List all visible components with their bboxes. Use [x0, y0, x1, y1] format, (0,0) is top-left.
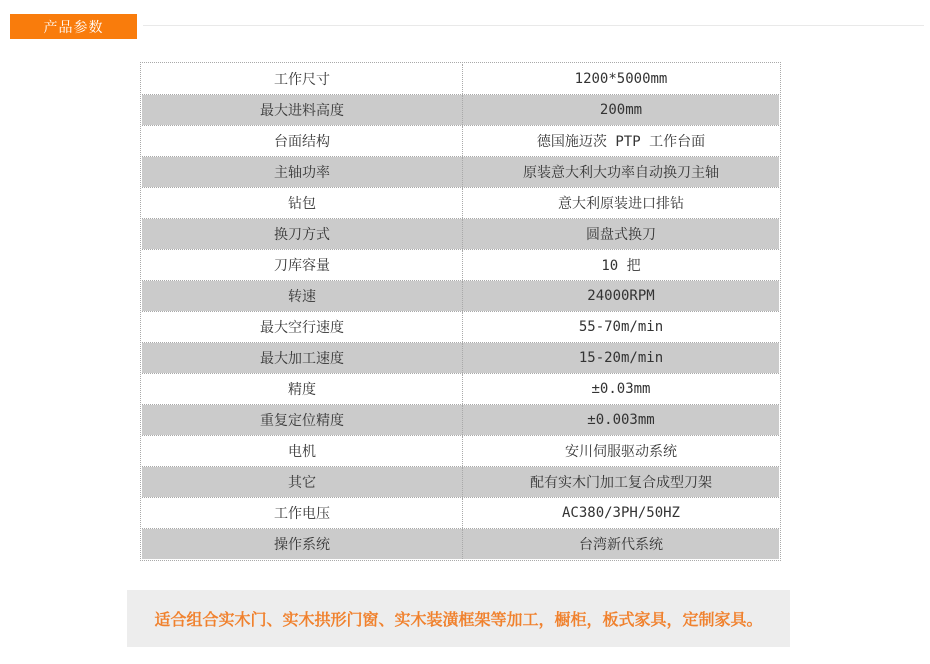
spec-label-cell: 台面结构 — [274, 134, 330, 150]
spec-label-cell: 工作尺寸 — [274, 72, 330, 88]
spec-value-cell: 德国施迈茨 PTP 工作台面 — [462, 126, 779, 156]
spec-value-cell: 10 把 — [462, 250, 779, 280]
spec-label-cell: 钻包 — [288, 196, 316, 212]
spec-label-cell: 主轴功率 — [142, 157, 462, 187]
spec-label-cell: 刀库容量 — [274, 258, 330, 274]
table-row — [142, 528, 779, 559]
spec-value-cell: ±0.03mm — [462, 374, 779, 404]
table-row — [142, 94, 779, 125]
table-row — [142, 187, 779, 218]
spec-value-cell: 意大利原装进口排钻 — [462, 188, 779, 218]
spec-value-cell: 1200*5000mm — [462, 64, 779, 94]
spec-value-cell: 配有实木门加工复合成型刀架 — [462, 467, 779, 497]
spec-value-cell: 55-70m/min — [462, 312, 779, 342]
table-row — [142, 125, 779, 156]
table-row — [142, 218, 779, 249]
section-title-badge: 产品参数 — [10, 14, 137, 39]
table-row — [142, 342, 779, 373]
spec-value-cell: 安川伺服驱动系统 — [462, 436, 779, 466]
spec-label-cell: 其它 — [142, 467, 462, 497]
spec-value-cell: 24000RPM — [462, 281, 779, 311]
table-row — [142, 249, 779, 280]
table-row — [142, 497, 779, 528]
footer-note-text: 适合组合实木门、实木拱形门窗、实木装潢框架等加工，橱柜，板式家具，定制家具。 — [154, 610, 763, 629]
spec-value-cell: 200mm — [462, 95, 779, 125]
table-row — [142, 373, 779, 404]
spec-label-cell: 重复定位精度 — [142, 405, 462, 435]
table-row — [142, 156, 779, 187]
spec-label-cell: 换刀方式 — [142, 219, 462, 249]
spec-value-cell: 圆盘式换刀 — [462, 219, 779, 249]
table-row — [142, 466, 779, 497]
spec-label-cell: 电机 — [288, 444, 316, 460]
spec-table — [140, 62, 781, 561]
table-row — [142, 280, 779, 311]
spec-label-cell: 转速 — [142, 281, 462, 311]
spec-label-cell: 精度 — [288, 382, 316, 398]
spec-value-cell: 原装意大利大功率自动换刀主轴 — [462, 157, 779, 187]
footer-note-bar — [127, 590, 790, 647]
table-row — [142, 311, 779, 342]
header-divider-rule — [143, 25, 924, 26]
table-row — [142, 64, 779, 94]
spec-value-cell: 台湾新代系统 — [462, 529, 779, 559]
table-row — [142, 404, 779, 435]
table-row — [142, 435, 779, 466]
spec-label-cell: 操作系统 — [142, 529, 462, 559]
spec-label-cell: 最大加工速度 — [142, 343, 462, 373]
spec-label-cell: 最大进料高度 — [142, 95, 462, 125]
spec-value-cell: ±0.003mm — [462, 405, 779, 435]
spec-value-cell: AC380/3PH/50HZ — [462, 498, 779, 528]
spec-label-cell: 工作电压 — [274, 506, 330, 522]
spec-label-cell: 最大空行速度 — [260, 320, 344, 336]
spec-value-cell: 15-20m/min — [462, 343, 779, 373]
